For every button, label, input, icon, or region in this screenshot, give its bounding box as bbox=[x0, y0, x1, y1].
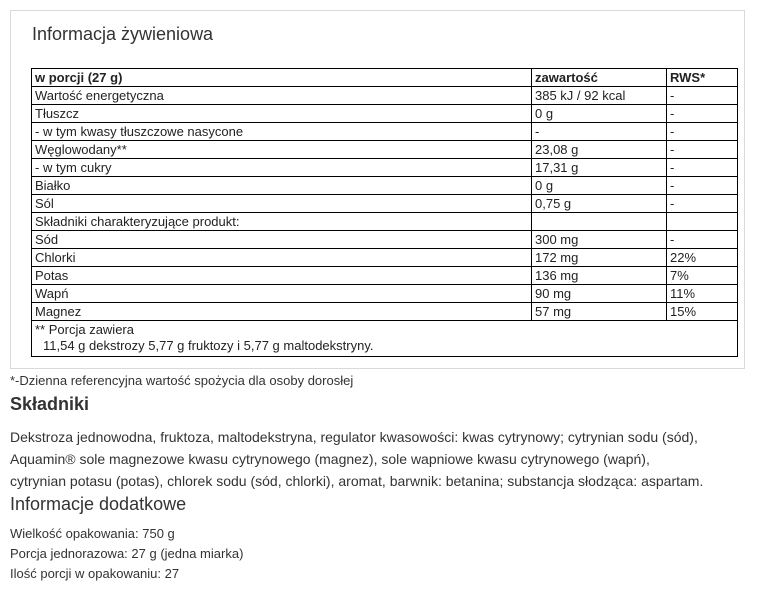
footnote-cell bbox=[32, 321, 738, 357]
nutrient-amount-cell bbox=[532, 213, 667, 231]
nutrient-name-cell: Białko bbox=[32, 177, 532, 195]
footnote-line-1: ** Porcja zawiera bbox=[35, 322, 134, 337]
nutrient-name-cell: - w tym kwasy tłuszczowe nasycone bbox=[32, 123, 532, 141]
nutrient-name-cell: - w tym cukry bbox=[32, 159, 532, 177]
nutrient-name-cell: Sól bbox=[32, 195, 532, 213]
table-row bbox=[32, 159, 738, 177]
ingredients-line-3: cytrynian potasu (potas), chlorek sodu (sód, chlorki), aromat, barwnik: betanina; substancja słodząca: aspartam. bbox=[10, 473, 704, 489]
table-row bbox=[32, 87, 738, 105]
nutrient-amount-cell: 57 mg bbox=[532, 303, 667, 321]
nutrient-amount-cell: 23,08 g bbox=[532, 141, 667, 159]
nutrient-amount-cell: - bbox=[532, 123, 667, 141]
nutrient-amount-cell: 17,31 g bbox=[532, 159, 667, 177]
table-row bbox=[32, 285, 738, 303]
table-row bbox=[32, 303, 738, 321]
nutrient-rws-cell: 7% bbox=[667, 267, 738, 285]
footnote-line-2: 11,54 g dekstrozy 5,77 g fruktozy i 5,77 g maltodekstryny. bbox=[43, 338, 374, 353]
nutrient-rws-cell: - bbox=[667, 195, 738, 213]
ingredients-line-1: Dekstroza jednowodna, fruktoza, maltodekstryna, regulator kwasowości: kwas cytrynowy; cytrynian sodu (sód), bbox=[10, 429, 698, 445]
table-header-row bbox=[32, 69, 738, 87]
nutrient-rws-cell: - bbox=[667, 105, 738, 123]
table-row bbox=[32, 249, 738, 267]
table-row bbox=[32, 123, 738, 141]
nutrition-title: Informacja żywieniowa bbox=[32, 24, 214, 44]
nutrient-name-cell: Potas bbox=[32, 267, 532, 285]
table-row bbox=[32, 141, 738, 159]
nutrient-amount-cell: 90 mg bbox=[532, 285, 667, 303]
nutrition-table-body bbox=[32, 87, 738, 321]
nutrient-name-cell: Sód bbox=[32, 231, 532, 249]
nutrient-amount-cell: 136 mg bbox=[532, 267, 667, 285]
nutrient-rws-cell: - bbox=[667, 141, 738, 159]
nutrient-rws-cell: 11% bbox=[667, 285, 738, 303]
table-row bbox=[32, 267, 738, 285]
ingredients-text bbox=[10, 426, 750, 492]
nutrient-rws-cell: 15% bbox=[667, 303, 738, 321]
nutrient-amount-cell: 0,75 g bbox=[532, 195, 667, 213]
serving-size: Porcja jednorazowa: 27 g (jedna miarka) bbox=[10, 546, 244, 561]
nutrient-amount-cell: 0 g bbox=[532, 105, 667, 123]
header-rws: RWS* bbox=[667, 69, 738, 87]
nutrient-rws-cell: - bbox=[667, 87, 738, 105]
nutrient-rws-cell: - bbox=[667, 123, 738, 141]
nutrient-name-cell: Węglowodany** bbox=[32, 141, 532, 159]
table-row bbox=[32, 213, 738, 231]
table-row bbox=[32, 231, 738, 249]
nutrient-rws-cell bbox=[667, 213, 738, 231]
nutrition-panel bbox=[10, 10, 745, 369]
additional-info-title: Informacje dodatkowe bbox=[10, 494, 187, 514]
nutrient-rws-cell: - bbox=[667, 159, 738, 177]
nutrient-name-cell: Tłuszcz bbox=[32, 105, 532, 123]
nutrient-name-cell: Magnez bbox=[32, 303, 532, 321]
nutrient-amount-cell: 172 mg bbox=[532, 249, 667, 267]
ingredients-title: Składniki bbox=[10, 394, 90, 414]
nutrient-amount-cell: 385 kJ / 92 kcal bbox=[532, 87, 667, 105]
servings-count: Ilość porcji w opakowaniu: 27 bbox=[10, 566, 180, 581]
header-portion: w porcji (27 g) bbox=[32, 69, 532, 87]
rws-note: *-Dzienna referencyjna wartość spożycia dla osoby dorosłej bbox=[10, 373, 354, 388]
nutrient-name-cell: Wapń bbox=[32, 285, 532, 303]
table-row bbox=[32, 177, 738, 195]
nutrient-rws-cell: 22% bbox=[667, 249, 738, 267]
nutrient-amount-cell: 300 mg bbox=[532, 231, 667, 249]
footnote-row bbox=[32, 321, 738, 357]
nutrient-rws-cell: - bbox=[667, 177, 738, 195]
nutrient-name-cell: Składniki charakteryzujące produkt: bbox=[32, 213, 532, 231]
nutrient-name-cell: Chlorki bbox=[32, 249, 532, 267]
nutrient-amount-cell: 0 g bbox=[532, 177, 667, 195]
table-row bbox=[32, 195, 738, 213]
header-content: zawartość bbox=[532, 69, 667, 87]
package-size: Wielkość opakowania: 750 g bbox=[10, 526, 175, 541]
nutrient-name-cell: Wartość energetyczna bbox=[32, 87, 532, 105]
ingredients-line-2: Aquamin® sole magnezowe kwasu cytrynowego (magnez), sole wapniowe kwasu cytrynowego (wapń), bbox=[10, 451, 650, 467]
nutrient-rws-cell: - bbox=[667, 231, 738, 249]
table-row bbox=[32, 105, 738, 123]
nutrition-table bbox=[31, 68, 738, 357]
